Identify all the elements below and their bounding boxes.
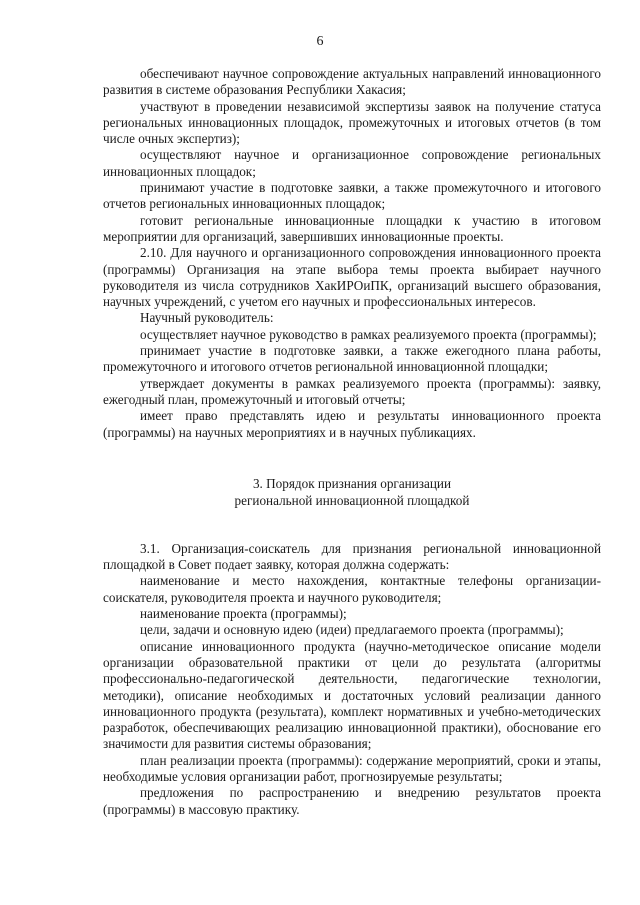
paragraph: принимают участие в подготовке заявки, а также промежуточного и итогового отчетов региональных инновационных площадок; <box>103 180 601 212</box>
paragraph: описание инновационного продукта (научно-методическое описание модели организации образовательной практики от цели до результата (алгоритмы профессионально-педагогической деятельности, педагогические технологии, методики), описание необходимых и достаточных условий реализации данного инновационного продукта (результата), комплект нормативных и учебно-методических разработок, обеспечивающих реализацию инновационной практики), обоснование его значимости для развития системы образования; <box>103 638 601 752</box>
paragraph: утверждает документы в рамках реализуемого проекта (программы): заявку, ежегодный план, промежуточный и итоговый отчеты; <box>103 375 601 407</box>
paragraph: осуществляют научное и организационное сопровождение региональных инновационных площадок; <box>103 147 601 179</box>
paragraph: наименование проекта (программы); <box>140 606 347 622</box>
paragraph: 3.1. Организация-соискатель для признания региональной инновационной площадкой в Совет подает заявку, которая должна содержать: <box>103 540 601 573</box>
paragraph: обеспечивают научное сопровождение актуальных направлений инновационного развития в системе образования Республики Хакасия; <box>103 66 601 98</box>
paragraphs-before-section <box>103 66 601 441</box>
section-heading <box>103 475 601 509</box>
paragraph: Научный руководитель: <box>140 310 274 326</box>
paragraph: участвуют в проведении независимой экспертизы заявок на получение статуса региональных инновационных площадок, промежуточных и итоговых отчетов (в том числе очных экспертиз); <box>103 98 601 147</box>
paragraph: наименование и место нахождения, контактные телефоны организации-соискателя, руководителя проекта и научного руководителя; <box>103 573 601 605</box>
paragraph: готовит региональные инновационные площадки к участию в итоговом мероприятии для организаций, завершивших инновационные проекты. <box>103 212 601 244</box>
paragraph: принимает участие в подготовке заявки, а также ежегодного плана работы, промежуточного и итогового отчетов региональной инновационной площадки; <box>103 343 601 375</box>
paragraph: 2.10. Для научного и организационного сопровождения инновационного проекта (программы) Организация на этапе выбора темы проекта выбирает научного руководителя из числа сотрудников ХакИРОиПК, организаций высшего образования, научных учреждений, с учетом его научных и профессиональных интересов. <box>103 245 601 310</box>
page-number: 6 <box>316 34 324 49</box>
paragraph: предложения по распространению и внедрению результатов проекта (программы) в массовую практику. <box>103 785 601 817</box>
paragraphs-after-section <box>103 541 601 818</box>
paragraph: цели, задачи и основную идею (идеи) предлагаемого проекта (программы); <box>140 622 564 638</box>
section-heading-line-2: региональной инновационной площадкой <box>234 492 470 508</box>
section-heading-line-1: 3. Порядок признания организации <box>252 475 452 491</box>
paragraph: осуществляет научное руководство в рамках реализуемого проекта (программы); <box>140 326 597 342</box>
paragraph: план реализации проекта (программы): содержание мероприятий, сроки и этапы, необходимые условия организации работ, прогнозируемые результаты; <box>103 752 601 784</box>
document-body <box>103 66 601 818</box>
paragraph: имеет право представлять идею и результаты инновационного проекта (программы) на научных мероприятиях и в научных публикациях. <box>103 408 601 440</box>
